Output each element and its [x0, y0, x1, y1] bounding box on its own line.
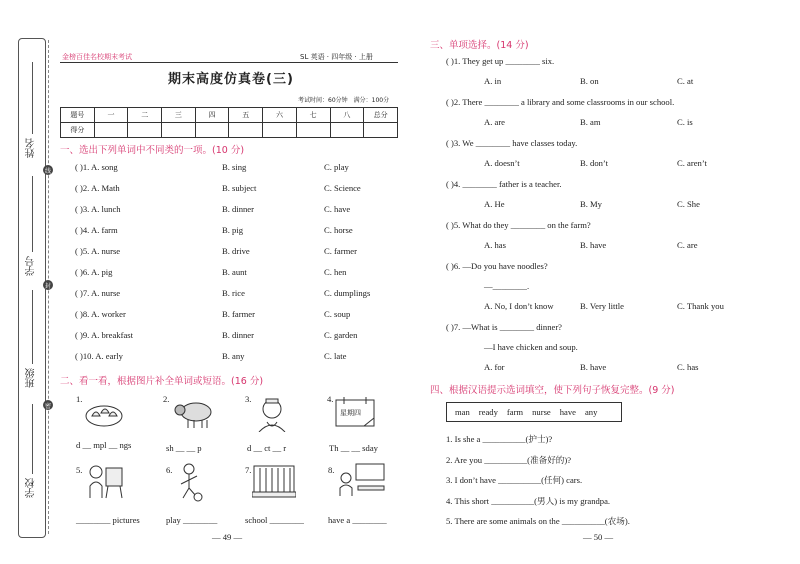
id-label: 学号	[26, 256, 37, 276]
question-stem: ( )5. A. nurse	[75, 246, 121, 256]
score-cell: 三	[162, 108, 196, 123]
library-picture	[252, 462, 296, 498]
page-number-right: — 50 —	[583, 532, 614, 542]
question-stem: ( )1. They get up ________ six.	[446, 56, 555, 66]
list-item	[446, 179, 786, 220]
class-line	[32, 290, 33, 364]
option-a: A. in	[484, 76, 502, 86]
word-bank-item: any	[584, 407, 598, 417]
list-item	[446, 56, 786, 97]
word-bank-item: have	[559, 407, 576, 417]
option-b: B. aunt	[222, 267, 247, 277]
option-c: C. Thank you	[677, 301, 724, 311]
name-line	[32, 62, 33, 134]
option-b: B. dinner	[222, 330, 254, 340]
section3-list	[446, 56, 786, 383]
question-stem: ( )3. We ________ have classes today.	[446, 138, 578, 148]
option-c: C. farmer	[324, 246, 357, 256]
list-item	[446, 138, 786, 179]
question-stem: ( )3. A. lunch	[75, 204, 121, 214]
blank-draw-pictures[interactable]: ________ pictures	[76, 515, 140, 525]
question-stem: ( )7. A. nurse	[75, 288, 121, 298]
option-b: B. subject	[222, 183, 257, 193]
score-input-cell[interactable]	[296, 123, 330, 138]
word-bank-item: ready	[478, 407, 498, 417]
page-title: 期末高度仿真卷(三)	[168, 72, 294, 87]
list-item	[75, 225, 395, 246]
list-item	[75, 267, 395, 288]
question-stem: ( )9. A. breakfast	[75, 330, 133, 340]
name-label: 姓名	[26, 138, 37, 158]
series-text: SL 英语 · 四年级 · 上册	[300, 53, 373, 61]
score-input-cell[interactable]	[364, 123, 398, 138]
option-c: C. play	[324, 162, 349, 172]
question-stem: ( )4. ________ father is a teacher.	[446, 179, 562, 189]
option-b: B. have	[580, 240, 607, 250]
score-cell: 总分	[364, 108, 398, 123]
picture-number: 5.	[76, 465, 83, 475]
answer-line: —________.	[484, 281, 530, 291]
section3-title: 三、单项选择。(14 分)	[430, 40, 529, 51]
blank-school-library[interactable]: school ________	[245, 515, 304, 525]
score-cell: 八	[330, 108, 364, 123]
question-stem: ( )1. A. song	[75, 162, 118, 172]
score-cell: 得分	[61, 123, 95, 138]
picture-number: 1.	[76, 394, 83, 404]
option-b: B. am	[580, 117, 601, 127]
score-input-cell[interactable]	[162, 123, 196, 138]
option-b: B. sing	[222, 162, 247, 172]
football-picture	[175, 462, 203, 502]
question-stem: ( )6. —Do you have noodles?	[446, 261, 548, 271]
list-item	[446, 322, 786, 383]
score-input-cell[interactable]	[330, 123, 364, 138]
score-cell: 二	[128, 108, 162, 123]
blank-dumplings[interactable]: d __ mpl __ ngs	[76, 440, 132, 450]
option-b: B. have	[580, 362, 607, 372]
school-line	[32, 404, 33, 474]
score-input-cell[interactable]	[195, 123, 229, 138]
list-item[interactable]: 4. This short __________(男人) is my grandpa.	[446, 495, 611, 506]
score-cell: 五	[229, 108, 263, 123]
calendar-day-text: 星期四	[340, 409, 361, 417]
question-stem: ( )4. A. farm	[75, 225, 118, 235]
score-cell: 一	[94, 108, 128, 123]
section1-title: 一、选出下列单词中不同类的一项。(10 分)	[60, 145, 245, 156]
class-picture	[336, 462, 386, 498]
seal-mark-secret: 密	[43, 400, 53, 410]
picture-number: 2.	[163, 394, 170, 404]
score-cell: 七	[296, 108, 330, 123]
time-info: 考试时间：60分钟 满分：100分	[298, 97, 390, 104]
list-item	[75, 246, 395, 267]
option-b: B. pig	[222, 225, 244, 235]
question-stem: ( )6. A. pig	[75, 267, 113, 277]
score-input-cell[interactable]	[94, 123, 128, 138]
option-b: B. My	[580, 199, 602, 209]
option-c: C. have	[324, 204, 351, 214]
list-item	[446, 97, 786, 138]
option-c: C. dumplings	[324, 288, 371, 298]
blank-thursday[interactable]: Th __ __ sday	[329, 443, 378, 453]
option-c: C. at	[677, 76, 694, 86]
option-b: B. dinner	[222, 204, 254, 214]
option-c: C. has	[677, 362, 699, 372]
list-item	[446, 261, 786, 322]
option-c: C. She	[677, 199, 700, 209]
question-stem: ( )10. A. early	[75, 351, 123, 361]
brand-text: 金榜百佳名校期末考试	[62, 53, 132, 61]
blank-have-class[interactable]: have a ________	[328, 515, 387, 525]
dialogue-line: —I have chicken and soup.	[484, 342, 578, 352]
option-a: A. are	[484, 117, 505, 127]
question-stem: ( )8. A. worker	[75, 309, 126, 319]
option-c: C. soup	[324, 309, 351, 319]
option-b: B. Very little	[580, 301, 625, 311]
list-item	[75, 309, 395, 330]
list-item	[75, 288, 395, 309]
word-bank	[446, 402, 622, 422]
list-item[interactable]: 5. There are some animals on the __________(农场).	[446, 516, 630, 526]
picture-number: 6.	[166, 465, 173, 475]
question-stem: ( )2. There ________ a library and some classrooms in our school.	[446, 97, 675, 107]
option-a: A. doesn’t	[484, 158, 520, 168]
list-item	[75, 351, 395, 372]
word-bank-item: farm	[506, 407, 524, 417]
picture-number: 3.	[245, 394, 252, 404]
picture-number: 7.	[245, 465, 252, 475]
question-stem: ( )5. What do they ________ on the farm?	[446, 220, 591, 230]
option-b: B. any	[222, 351, 245, 361]
painting-picture	[84, 462, 124, 500]
score-table-score-row	[61, 123, 398, 138]
option-b: B. farmer	[222, 309, 255, 319]
score-table-header-row	[61, 108, 398, 123]
question-stem: ( )7. —What is ________ dinner?	[446, 322, 562, 332]
doctor-picture	[255, 396, 289, 432]
class-label: 班级	[26, 368, 37, 388]
blank-doctor[interactable]: d __ ct __ r	[247, 443, 287, 453]
list-item	[75, 183, 395, 204]
score-cell: 四	[195, 108, 229, 123]
page-number-left: — 49 —	[212, 532, 243, 542]
word-bank-item: man	[455, 407, 470, 417]
list-item	[75, 204, 395, 225]
option-a: A. for	[484, 362, 505, 372]
list-item[interactable]: 3. I don’t have __________(任何) cars.	[446, 475, 583, 485]
option-c: C. aren’t	[677, 158, 707, 168]
option-a: A. has	[484, 240, 506, 250]
id-line	[32, 176, 33, 252]
option-c: C. are	[677, 240, 698, 250]
word-bank-item: nurse	[532, 407, 551, 417]
option-c: C. garden	[324, 330, 358, 340]
picture-number: 8.	[328, 465, 335, 475]
picture-number: 4.	[327, 394, 334, 404]
section4-list	[446, 433, 630, 536]
list-item	[446, 220, 786, 261]
dumplings-picture	[84, 398, 124, 428]
question-stem: ( )2. A. Math	[75, 183, 120, 193]
header-rule	[60, 62, 398, 63]
option-b: B. drive	[222, 246, 250, 256]
score-input-cell[interactable]	[263, 123, 297, 138]
section1-list	[75, 162, 395, 372]
score-cell: 题号	[61, 108, 95, 123]
option-c: C. Science	[324, 183, 361, 193]
score-input-cell[interactable]	[128, 123, 162, 138]
option-a: A. He	[484, 199, 505, 209]
option-c: C. is	[677, 117, 693, 127]
section2-title: 二、看一看，根据图片补全单词或短语。(16 分)	[60, 376, 264, 387]
score-cell: 六	[263, 108, 297, 123]
blank-play-football[interactable]: play ________	[166, 515, 218, 525]
option-c: C. late	[324, 351, 347, 361]
sheep-picture	[172, 398, 218, 430]
option-b: B. on	[580, 76, 599, 86]
option-c: C. horse	[324, 225, 353, 235]
list-item[interactable]: 1. Is she a __________(护士)?	[446, 434, 553, 444]
section4-title: 四、根据汉语提示选词填空，使下列句子恢复完整。(9 分)	[430, 385, 675, 396]
option-c: C. hen	[324, 267, 347, 277]
seal-mark-line: 线	[43, 165, 53, 175]
option-b: B. don’t	[580, 158, 609, 168]
seal-mark-seal: 封	[43, 280, 53, 290]
blank-sheep[interactable]: sh __ __ p	[166, 443, 202, 453]
option-a: A. No, I don’t know	[484, 301, 554, 311]
school-label: 学校	[26, 478, 37, 498]
score-table	[60, 107, 398, 138]
list-item[interactable]: 2. Are you __________(准备好的)?	[446, 454, 572, 465]
score-input-cell[interactable]	[229, 123, 263, 138]
list-item	[75, 162, 395, 183]
option-b: B. rice	[222, 288, 245, 298]
list-item	[75, 330, 395, 351]
